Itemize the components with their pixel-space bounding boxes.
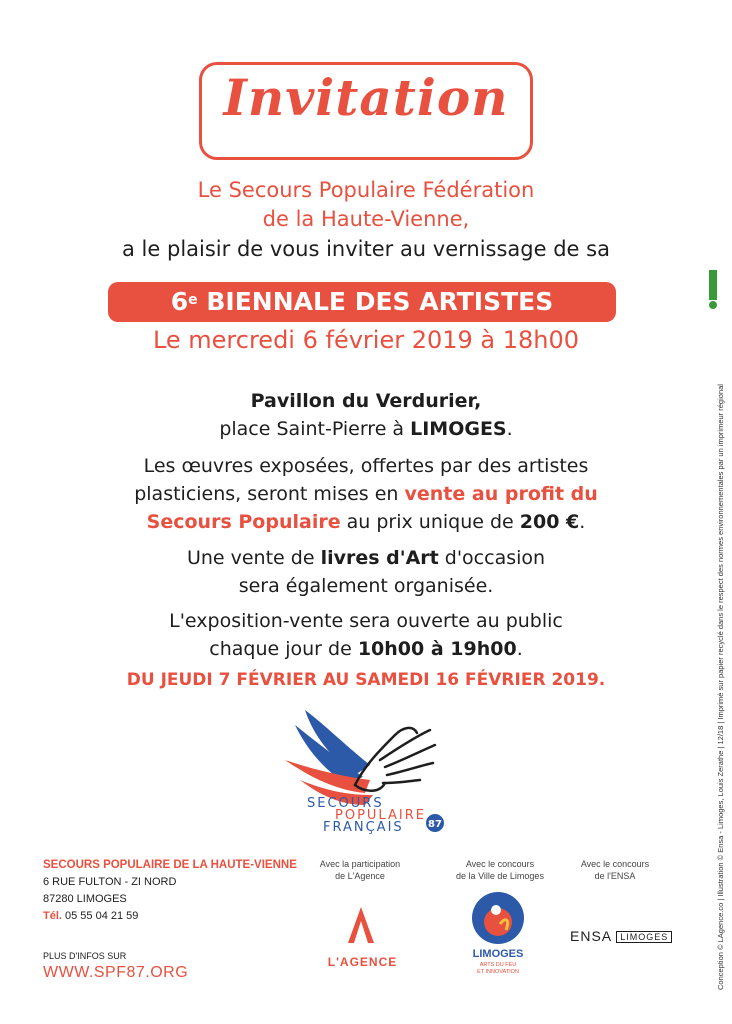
- ensa-logo-subtitle: LIMOGES: [616, 931, 672, 943]
- books-line-1: Une vente de livres d'Art d'occasion: [186, 547, 546, 569]
- website-link[interactable]: WWW.SPF87.ORG: [43, 964, 189, 981]
- description-line-2: plasticiens, seront mises en vente au profit du: [134, 483, 598, 505]
- org-line-2: de la Haute-Vienne,: [262, 207, 470, 231]
- more-info-label: PLUS D'INFOS SUR: [43, 951, 127, 961]
- wing-icon: [285, 710, 373, 805]
- exhibition-period: DU JEUDI 7 FÉVRIER AU SAMEDI 16 FÉVRIER 2019.: [126, 670, 606, 690]
- limoges-logo-subtitle: ARTS DU FEU ET INNOVATION: [477, 962, 519, 975]
- venue-name: Pavillon du Verdurier,: [250, 390, 482, 412]
- opening-line-1: L'exposition-vente sera ouverte au public: [169, 610, 563, 632]
- biennale-banner-text: [108, 283, 616, 321]
- imprim-vert-logo-icon: [706, 270, 720, 310]
- books-highlight: livres d'Art: [320, 547, 439, 569]
- invite-line: a le plaisir de vous inviter au vernissage de sa: [122, 237, 610, 261]
- contact-city: 87280 LIMOGES: [43, 893, 127, 905]
- limoges-logo-icon: [470, 890, 526, 946]
- opening-hours: 10h00 à 19h00: [357, 638, 517, 660]
- agence-logo-text: L'AGENCE: [327, 955, 398, 969]
- org-line-1: Le Secours Populaire Fédération: [197, 178, 535, 202]
- secours-populaire-logo: [285, 705, 455, 840]
- opening-date: Le mercredi 6 février 2019 à 18h00: [152, 326, 580, 354]
- agence-logo-icon: [346, 905, 376, 945]
- logo-line-1: SECOURS: [307, 796, 384, 811]
- partner-limoges-caption: Avec le concours de la Ville de Limoges: [456, 859, 544, 881]
- partner-ensa-caption: Avec le concours de l'ENSA: [580, 859, 650, 881]
- description-line-3: Secours Populaire au prix unique de 200 €.: [146, 511, 586, 533]
- sale-highlight: vente au profit du: [404, 483, 598, 505]
- venue-city: LIMOGES: [410, 418, 507, 440]
- biennale-number: 6: [170, 287, 189, 316]
- print-credit: Conception © LAgence.co | Illustration © Ensa - Limoges, Louis Zerathe | 12/18 | Imprimé sur papier recyclé dans le respect des normes environnementales par un imprimeur régional: [716, 384, 725, 990]
- ensa-logo-text: ENSA LIMOGES: [570, 928, 672, 944]
- contact-street: 6 RUE FULTON - ZI NORD: [43, 876, 177, 888]
- venue-address: place Saint-Pierre à LIMOGES.: [219, 418, 513, 440]
- badge-number: 87: [428, 819, 442, 830]
- contact-phone: Tél. 05 55 04 21 59: [43, 910, 139, 922]
- partner-agence-caption: Avec la participation de L'Agence: [319, 859, 401, 881]
- limoges-logo-text: LIMOGES: [472, 948, 524, 960]
- invitation-title: Invitation: [223, 68, 509, 127]
- biennale-ordinal: e: [188, 292, 198, 308]
- opening-line-2: chaque jour de 10h00 à 19h00.: [209, 638, 523, 660]
- description-line-1: Les œuvres exposées, offertes par des artistes: [143, 455, 589, 477]
- logo-line-3: FRANÇAIS: [323, 820, 404, 835]
- logo-line-2: POPULAIRE: [335, 808, 426, 823]
- secours-highlight: Secours Populaire: [146, 511, 341, 533]
- price: 200 €: [519, 511, 580, 533]
- books-line-2: sera également organisée.: [238, 575, 494, 597]
- biennale-title: BIENNALE DES ARTISTES: [197, 287, 554, 316]
- contact-org: SECOURS POPULAIRE DE LA HAUTE-VIENNE: [43, 859, 297, 871]
